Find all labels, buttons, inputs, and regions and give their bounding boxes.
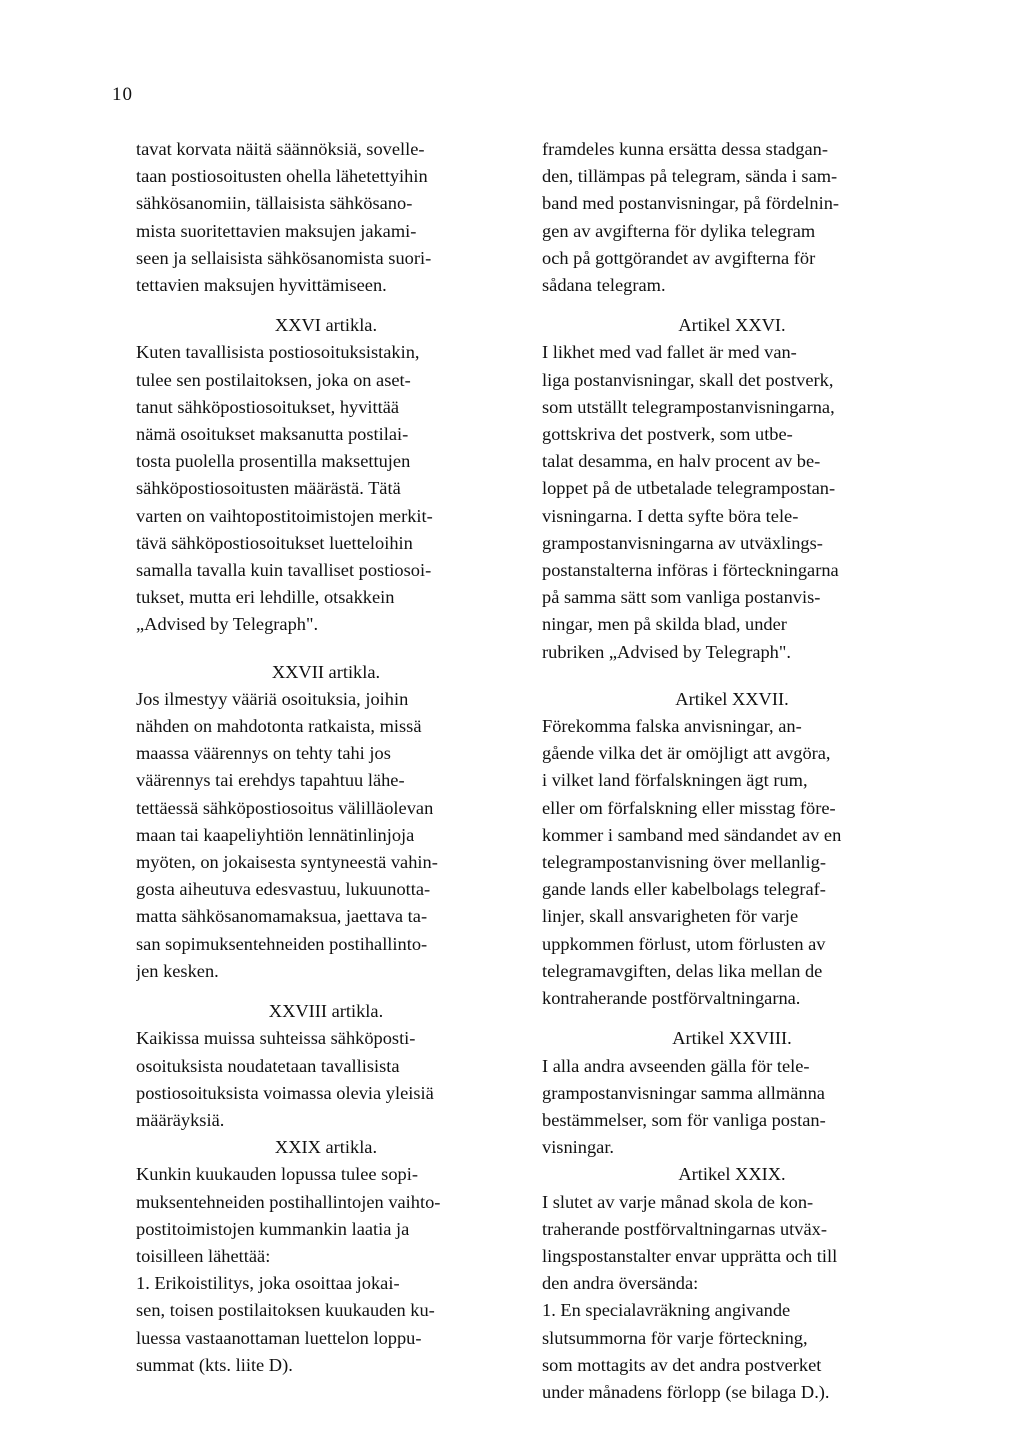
sv-article-29-item-1	[542, 1297, 922, 1406]
text-line: san sopimuksentehneiden postihallinto-	[136, 933, 428, 954]
text-line: talat desamma, en halv procent av be-	[542, 451, 821, 472]
text-line: bestämmelser, som för vanliga postan-	[542, 1109, 826, 1130]
text-line: på samma sätt som vanliga postanvis-	[542, 587, 821, 608]
text-line: postitoimistojen kummankin laatia ja	[136, 1218, 410, 1239]
page-number: 10	[112, 84, 133, 105]
text-line: grampostanvisningar samma allmänna	[542, 1082, 825, 1103]
text-line: kommer i samband med sändandet av en	[542, 824, 842, 845]
text-line: tettäessä sähköpostiosoitus välilläolevan	[136, 797, 434, 818]
swedish-column	[542, 136, 922, 1406]
text-line: summat (kts. liite D).	[136, 1354, 293, 1375]
text-line: tanut sähköpostiosoitukset, hyvittää	[136, 396, 400, 417]
sv-article-29-text	[542, 1189, 922, 1298]
text-line: Jos ilmestyy vääriä osoituksia, joihin	[136, 688, 409, 709]
fi-article-26-heading: XXVI artikla.	[274, 315, 378, 336]
text-line: „Advised by Telegraph".	[136, 614, 319, 635]
text-line: liga postanvisningar, skall det postverk,	[542, 369, 834, 390]
fi-article-28-text	[136, 1025, 516, 1134]
text-line: uppkommen förlust, utom förlusten av	[542, 933, 826, 954]
text-line: muksentehneiden postihallintojen vaihto-	[136, 1191, 441, 1212]
text-line: telegramavgiften, delas lika mellan de	[542, 960, 823, 981]
sv-intro-paragraph	[542, 136, 922, 299]
text-line: gosta aiheutuva edesvastuu, lukuunotta-	[136, 879, 431, 900]
text-line: postanstalterna införas i förteckningarna	[542, 560, 839, 581]
text-line: tavat korvata näitä säännöksiä, sovelle-	[136, 139, 425, 159]
text-line: visningarna. I detta syfte böra tele-	[542, 505, 799, 526]
text-line: 1. Erikoistilitys, joka osoittaa jokai-	[136, 1273, 400, 1294]
text-line: sähkösanomiin, tällaisista sähkösano-	[136, 193, 413, 214]
text-line: Förekomma falska anvisningar, an-	[542, 716, 802, 737]
fi-article-29-heading: XXIX artikla.	[274, 1137, 378, 1158]
text-line: telegrampostanvisning över mellanlig-	[542, 852, 826, 873]
text-line: eller om förfalskning eller misstag före-	[542, 797, 836, 818]
text-line: maan tai kaapeliyhtiön lennätinlinjoja	[136, 824, 415, 845]
text-line: framdeles kunna ersätta dessa stadgan-	[542, 139, 828, 159]
text-line: band med postanvisningar, på fördelnin-	[542, 193, 840, 214]
sv-article-27-text	[542, 713, 922, 1012]
text-line: lingspostanstalter envar upprätta och till	[542, 1245, 838, 1266]
text-line: som utställt telegrampostanvisningarna,	[542, 396, 835, 417]
text-line: Kunkin kuukauden lopussa tulee sopi-	[136, 1164, 418, 1185]
text-line: tulee sen postilaitoksen, joka on aset-	[136, 369, 411, 390]
text-line: ningar, men på skilda blad, under	[542, 614, 787, 635]
text-line: tosta puolella prosentilla maksettujen	[136, 451, 411, 472]
text-line: slutsummorna för varje förteckning,	[542, 1327, 808, 1348]
text-line: grampostanvisningarna av utväxlings-	[542, 532, 823, 553]
sv-article-26-text	[542, 339, 922, 665]
text-line: väärennys tai erehdys tapahtuu lähe-	[136, 770, 405, 791]
text-line: gen av avgifterna för dylika telegram	[542, 220, 816, 241]
text-line: seen ja sellaisista sähkösanomista suori-	[136, 247, 432, 268]
text-line: sen, toisen postilaitoksen kuukauden ku-	[136, 1300, 435, 1321]
text-line: gottskriva det postverk, som utbe-	[542, 424, 793, 445]
sv-article-26-heading: Artikel XXVI.	[678, 315, 786, 336]
text-line: maassa väärennys on tehty tahi jos	[136, 743, 391, 764]
fi-article-29-item-1	[136, 1270, 516, 1379]
text-line: loppet på de utbetalade telegrampostan-	[542, 478, 836, 499]
text-line: visningar.	[542, 1137, 615, 1158]
text-line: I alla andra avseenden gälla för tele-	[542, 1055, 810, 1076]
text-line: osoituksista noudatetaan tavallisista	[136, 1055, 400, 1076]
text-line: som mottagits av det andra postverket	[542, 1354, 822, 1375]
text-line: toisilleen lähettää:	[136, 1245, 271, 1266]
text-line: I slutet av varje månad skola de kon-	[542, 1191, 814, 1212]
fi-intro-paragraph	[136, 136, 516, 299]
sv-article-28-heading: Artikel XXVIII.	[672, 1028, 792, 1049]
text-line: I likhet med vad fallet är med van-	[542, 342, 797, 363]
text-line: sådana telegram.	[542, 275, 666, 296]
text-line: postiosoituksista voimassa olevia yleisiä	[136, 1082, 434, 1103]
text-line: jen kesken.	[136, 960, 219, 981]
text-line: och på gottgörandet av avgifterna för	[542, 247, 816, 268]
text-line: den, tillämpas på telegram, sända i sam-	[542, 166, 838, 187]
text-line: tettavien maksujen hyvittämiseen.	[136, 275, 387, 296]
text-line: matta sähkösanomamaksua, jaettava ta-	[136, 906, 428, 927]
text-line: nämä osoitukset maksanutta postilai-	[136, 424, 409, 445]
text-line: määräyksiä.	[136, 1109, 225, 1130]
text-line: i vilket land förfalskningen ägt rum,	[542, 770, 808, 791]
text-line: Kuten tavallisista postiosoituksistakin,	[136, 342, 420, 363]
text-line: Kaikissa muissa suhteissa sähköposti-	[136, 1028, 416, 1049]
text-line: tukset, mutta eri lehdille, otsakkein	[136, 587, 395, 608]
text-line: sähköpostiosoitusten määrästä. Tätä	[136, 478, 401, 499]
fi-article-27-heading: XXVII artikla.	[271, 661, 381, 682]
fi-article-29-text	[136, 1161, 516, 1270]
text-line: luessa vastaanottaman luettelon loppu-	[136, 1327, 422, 1348]
finnish-column	[136, 136, 516, 1379]
fi-article-28-heading: XXVIII artikla.	[268, 1001, 384, 1022]
text-line: den andra översända:	[542, 1273, 699, 1294]
sv-article-28-text	[542, 1053, 922, 1162]
text-line: linjer, skall ansvarigheten för varje	[542, 906, 799, 927]
text-line: kontraherande postförvaltningarna.	[542, 988, 801, 1009]
text-line: nähden on mahdotonta ratkaista, missä	[136, 716, 422, 737]
fi-article-26-text	[136, 339, 516, 638]
text-line: taan postiosoitusten ohella lähetettyihin	[136, 166, 428, 187]
text-line: under månadens förlopp (se bilaga D.).	[542, 1381, 830, 1402]
text-line: gående vilka det är omöjligt att avgöra,	[542, 743, 831, 764]
text-line: myöten, on jokaisesta syntyneestä vahin-	[136, 852, 438, 873]
text-line: traherande postförvaltningarnas utväx-	[542, 1218, 827, 1239]
fi-article-27-text	[136, 686, 516, 985]
text-line: tävä sähköpostiosoitukset luetteloihin	[136, 532, 413, 553]
sv-article-27-heading: Artikel XXVII.	[675, 688, 789, 709]
text-line: varten on vaihtopostitoimistojen merkit-	[136, 505, 433, 526]
text-line: rubriken „Advised by Telegraph".	[542, 641, 791, 662]
text-line: gande lands eller kabelbolags telegraf-	[542, 879, 826, 900]
text-line: mista suoritettavien maksujen jakami-	[136, 220, 417, 241]
text-line: samalla tavalla kuin tavalliset postiosoi-	[136, 560, 432, 581]
sv-article-29-heading: Artikel XXIX.	[678, 1164, 786, 1185]
text-line: 1. En specialavräkning angivande	[542, 1300, 791, 1321]
